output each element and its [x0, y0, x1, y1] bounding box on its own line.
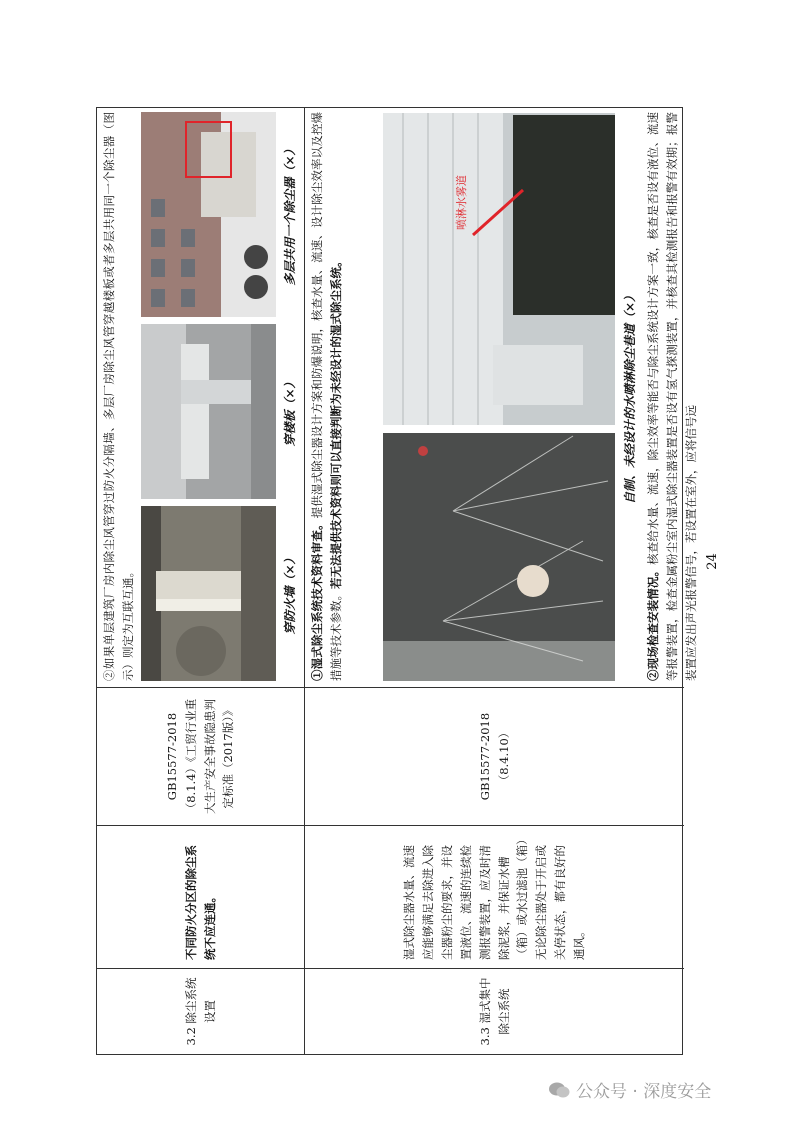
tunnel-photo-graphic: [383, 113, 615, 425]
caption-spray-tunnel: 自制、未经设计的水喷淋除尘巷道（×）: [623, 289, 637, 505]
photo-shared-collector: [141, 112, 276, 317]
standard-text: GB15577-2018（8.4.10）: [477, 712, 511, 801]
method-text: ②如果单层建筑厂房内除尘风管穿过防火分隔墙、多层厂房除尘风管穿越楼板或者多层共用同一个除尘器（图示）则定为互联互通。: [102, 112, 135, 681]
method-1-body: 提供湿式除尘器设计方案和防爆说明，核查水量、流速、设计除尘效率以及控爆措施等技术参数。: [310, 111, 343, 681]
item-cell: [97, 968, 304, 1054]
standard-cell: [97, 687, 304, 825]
pipe-photo-graphic: [141, 506, 276, 681]
requirement-cell: [97, 825, 304, 968]
caption-fire-wall: 穿防火墙（×）: [283, 552, 297, 635]
watermark-text: 公众号 · 深度安全: [576, 1082, 712, 1102]
standard-cell: [305, 687, 684, 825]
caption-floor-slab: 穿楼板（×）: [283, 376, 297, 447]
duct-photo-graphic: [141, 324, 276, 499]
method-2-lead: ②现场检查安装情况。: [646, 564, 660, 681]
method-1-lead: ①湿式除尘系统技术资料审查。: [310, 518, 324, 681]
photo-fire-wall: [141, 506, 276, 681]
watermark: [548, 1077, 711, 1102]
method-paragraph-1: [305, 106, 346, 687]
method-cell: [305, 106, 698, 687]
photo-spray-tunnel: [383, 113, 615, 425]
method-2-body: 核查给水量、流速，除尘效率等能否与除尘系统设计方案一致，核查是否设有液位、流速等报警装置，检查金属粉尘室内湿式除尘器装置是否设有氢气探测装置，并核查其检测报告和报警有效期；报警装置应发出声光报警信号，若设置在室外，应将信号远: [646, 111, 698, 681]
hazard-table: [96, 107, 698, 1055]
method-1-tail: 若无法提供技术资料则可以直接判断为未经设计的湿式除尘系统。: [328, 255, 343, 589]
spray-photo-graphic: [383, 433, 615, 681]
photo-red-label: 喷淋水雾道: [455, 175, 468, 230]
building-photo-graphic: [141, 112, 276, 317]
page-number: 24: [704, 553, 720, 570]
requirement-text: 不同防火分区的除尘系统不应连通。: [183, 845, 217, 960]
requirement-cell: [305, 825, 684, 968]
table-row: [305, 108, 698, 1054]
item-label: 3.2 除尘系统设置: [183, 977, 217, 1046]
wechat-icon: [548, 1081, 570, 1099]
photo-spray-nozzles: [383, 433, 615, 681]
method-cell: [97, 106, 304, 687]
item-cell: [305, 968, 684, 1054]
photo-floor-slab: [141, 324, 276, 499]
requirement-text: 湿式除尘器水量、流速应能够满足去除进入除尘器粉尘的要求，并设置液位、流速的连续检测报警装置，应及时清除泥浆，并保证水槽（箱）或水过滤池（箱）无论除尘器处于开启或关停状态，都有良好的通风。: [401, 839, 587, 960]
table-row: [97, 108, 305, 1054]
item-label: 3.3 湿式集中除尘系统: [477, 977, 511, 1046]
caption-shared-collector: 多层共用一个除尘器（×）: [283, 143, 297, 286]
method-paragraph-2: [641, 106, 701, 687]
standard-text: GB15577-2018（8.1.4）《工贸行业重大生产安全事故隐患判定标准（2017版）》: [164, 698, 236, 815]
